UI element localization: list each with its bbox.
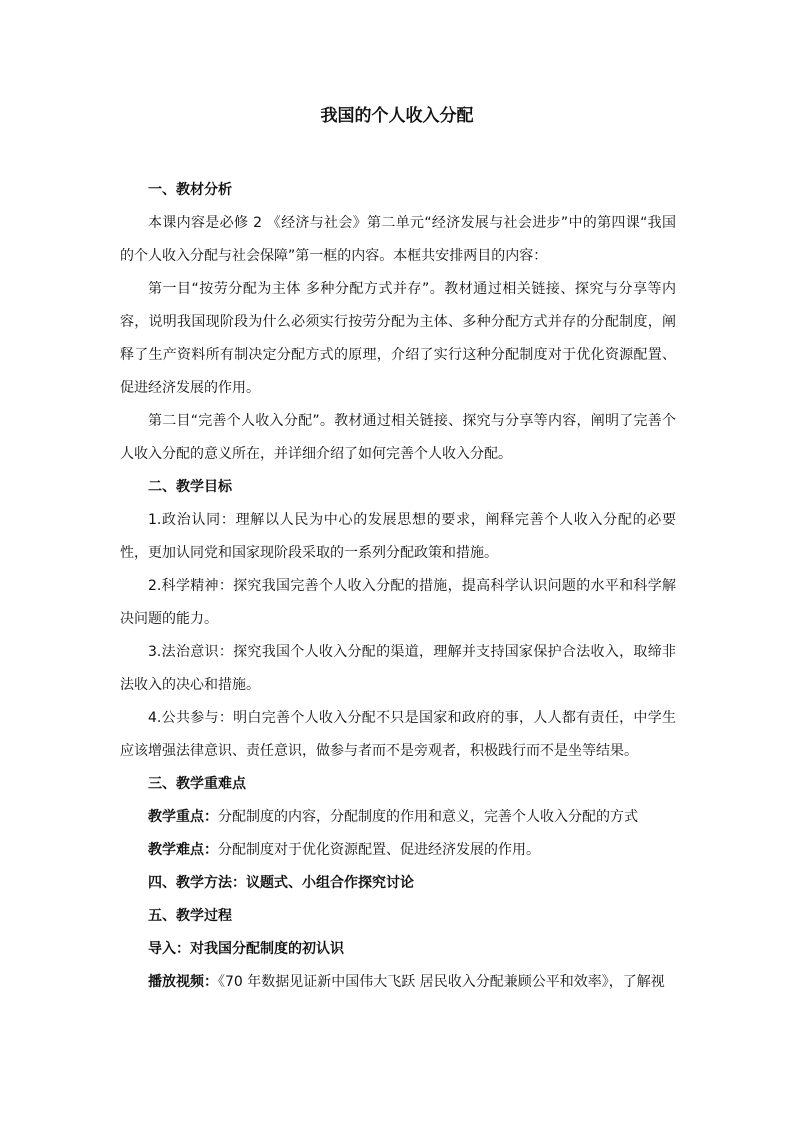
goal-public-participation: 4.公共参与：明白完善个人收入分配不只是国家和政府的事，人人都有责任，中学生应该增强法律意识、责任意识，做参与者而不是旁观者，积极践行而不是坐等结果。 — [120, 710, 676, 759]
video-line — [120, 966, 676, 999]
goal-scientific-spirit: 2.科学精神：探究我国完善个人收入分配的措施，提高科学认识问题的水平和科学解决问题的能力。 — [120, 578, 676, 627]
key-point-text: 分配制度的内容，分配制度的作用和意义，完善个人收入分配的方式 — [218, 809, 638, 825]
section-heading-teaching-methods: 四、教学方法：议题式、小组合作探究讨论 — [148, 875, 414, 891]
section-heading-textbook-analysis: 一、教材分析 — [148, 182, 232, 198]
difficult-point-label: 教学难点： — [148, 842, 218, 858]
section-heading-teaching-goals: 二、教学目标 — [148, 479, 232, 495]
key-point-label: 教学重点： — [148, 809, 218, 825]
section-heading-key-difficult-points: 三、教学重难点 — [148, 776, 246, 792]
document-title: 我国的个人收入分配 — [320, 106, 474, 126]
document-body — [120, 174, 676, 999]
video-text: 《70 年数据见证新中国伟大飞跃 居民收入分配兼顾公平和效率》，了解视 — [218, 974, 665, 990]
paragraph-first-item: 第一目“按劳分配为主体 多种分配方式并存”。教材通过相关链接、探究与分享等内容，说明我国现阶段为什么必须实行按劳分配为主体、多种分配方式并存的分配制度，阐释了生产资料所有制决定分配方式的原理，介绍了实行这种分配制度对于优化资源配置、促进经济发展的作用。 — [120, 281, 676, 396]
goal-legal-awareness: 3.法治意识：探究我国个人收入分配的渠道，理解并支持国家保护合法收入，取缔非法收入的决心和措施。 — [120, 644, 676, 693]
key-point-line — [120, 801, 676, 834]
intro-heading: 导入：对我国分配制度的初认识 — [148, 941, 344, 957]
difficult-point-line — [120, 834, 676, 867]
paragraph-second-item: 第二目“完善个人收入分配”。教材通过相关链接、探究与分享等内容，阐明了完善个人收入分配的意义所在，并详细介绍了如何完善个人收入分配。 — [120, 413, 676, 462]
goal-political-identity: 1.政治认同：理解以人民为中心的发展思想的要求，阐释完善个人收入分配的必要性，更加认同党和国家现阶段采取的一系列分配政策和措施。 — [120, 512, 676, 561]
paragraph-lesson-content: 本课内容是必修 2 《经济与社会》第二单元“经济发展与社会进步”中的第四课“我国的个人收入分配与社会保障”第一框的内容。本框共安排两目的内容： — [120, 215, 676, 264]
difficult-point-text: 分配制度对于优化资源配置、促进经济发展的作用。 — [218, 842, 540, 858]
video-label: 播放视频： — [148, 974, 218, 990]
section-heading-teaching-process: 五、教学过程 — [148, 908, 232, 924]
